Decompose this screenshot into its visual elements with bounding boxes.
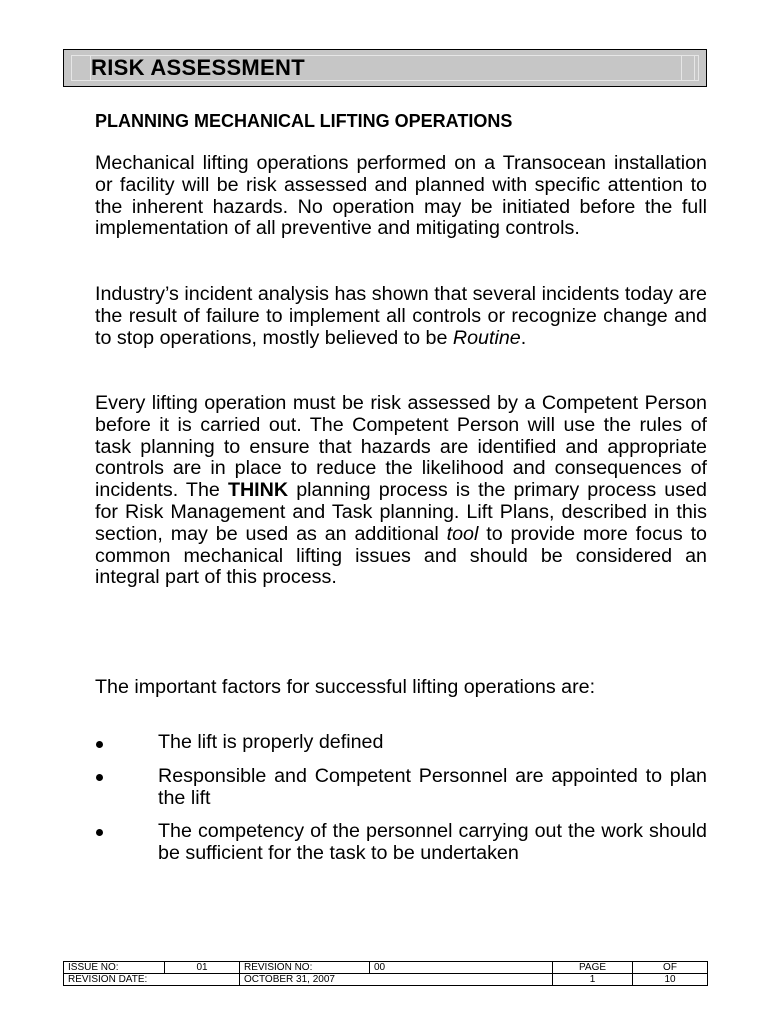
- footer-row-issue: [64, 962, 708, 974]
- issue-no-label: ISSUE NO:: [64, 962, 165, 974]
- bullet-item: The lift is properly defined: [158, 731, 384, 753]
- paragraph-incident-analysis: [95, 284, 707, 349]
- issue-no-value: 01: [165, 962, 240, 974]
- footer-row-date: [64, 974, 708, 986]
- emphasis-routine: Routine: [452, 326, 521, 349]
- of-label: OF: [633, 962, 708, 974]
- header-divider-right: [681, 56, 682, 80]
- paragraph-text: Every lifting operation must be risk assessed by a Competent Person before it is carried out. The Competent Person will use the rules of task planning to ensure that hazards are identified and appropriate controls are in place to reduce the likelihood and consequences of incidents. The: [95, 392, 707, 502]
- paragraph-important-factors: The important factors for successful lifting operations are:: [95, 676, 596, 698]
- bullet-item: Responsible and Competent Personnel are appointed to plan the lift: [158, 765, 707, 809]
- emphasis-tool: tool: [446, 522, 479, 545]
- revision-no-label: REVISION NO:: [240, 962, 370, 974]
- paragraph-text: to provide more focus to common mechanical lifting issues and should be considered an integral part of this process.: [95, 522, 707, 589]
- revision-date-value: OCTOBER 31, 2007: [240, 974, 553, 986]
- page-number: 1: [553, 974, 633, 986]
- page-label: PAGE: [553, 962, 633, 974]
- revision-date-label: REVISION DATE:: [64, 974, 240, 986]
- bullet-dot-icon: [96, 829, 103, 836]
- section-title: PLANNING MECHANICAL LIFTING OPERATIONS: [95, 111, 513, 131]
- emphasis-think: THINK: [227, 479, 289, 502]
- bullet-dot-icon: [96, 741, 103, 748]
- footer-revision-table: [63, 961, 708, 986]
- revision-no-value: 00: [370, 962, 553, 974]
- header-title: RISK ASSESSMENT: [91, 55, 305, 80]
- paragraph-intro: Mechanical lifting operations performed on a Transocean installation or facility will be risk assessed and planned with specific attention to the inherent hazards. No operation may be initiated before the full implementation of all preventive and mitigating controls.: [95, 152, 707, 240]
- bullet-item: The competency of the personnel carrying out the work should be sufficient for the task to be undertaken: [158, 820, 707, 864]
- paragraph-text: .: [520, 326, 527, 349]
- paragraph-text: Industry’s incident analysis has shown that several incidents today are the result of failure to implement all controls or recognize change and to stop operations, mostly believed to be: [95, 283, 707, 349]
- section-header: [63, 49, 707, 87]
- header-divider-right-2: [694, 56, 695, 80]
- paragraph-text: planning process is the primary process used for Risk Management and Task planning. Lift Plans, described in this section, may be used as an additional: [95, 479, 707, 545]
- paragraph-competent-person: [95, 393, 707, 589]
- bullet-dot-icon: [96, 774, 103, 781]
- total-pages: 10: [633, 974, 708, 986]
